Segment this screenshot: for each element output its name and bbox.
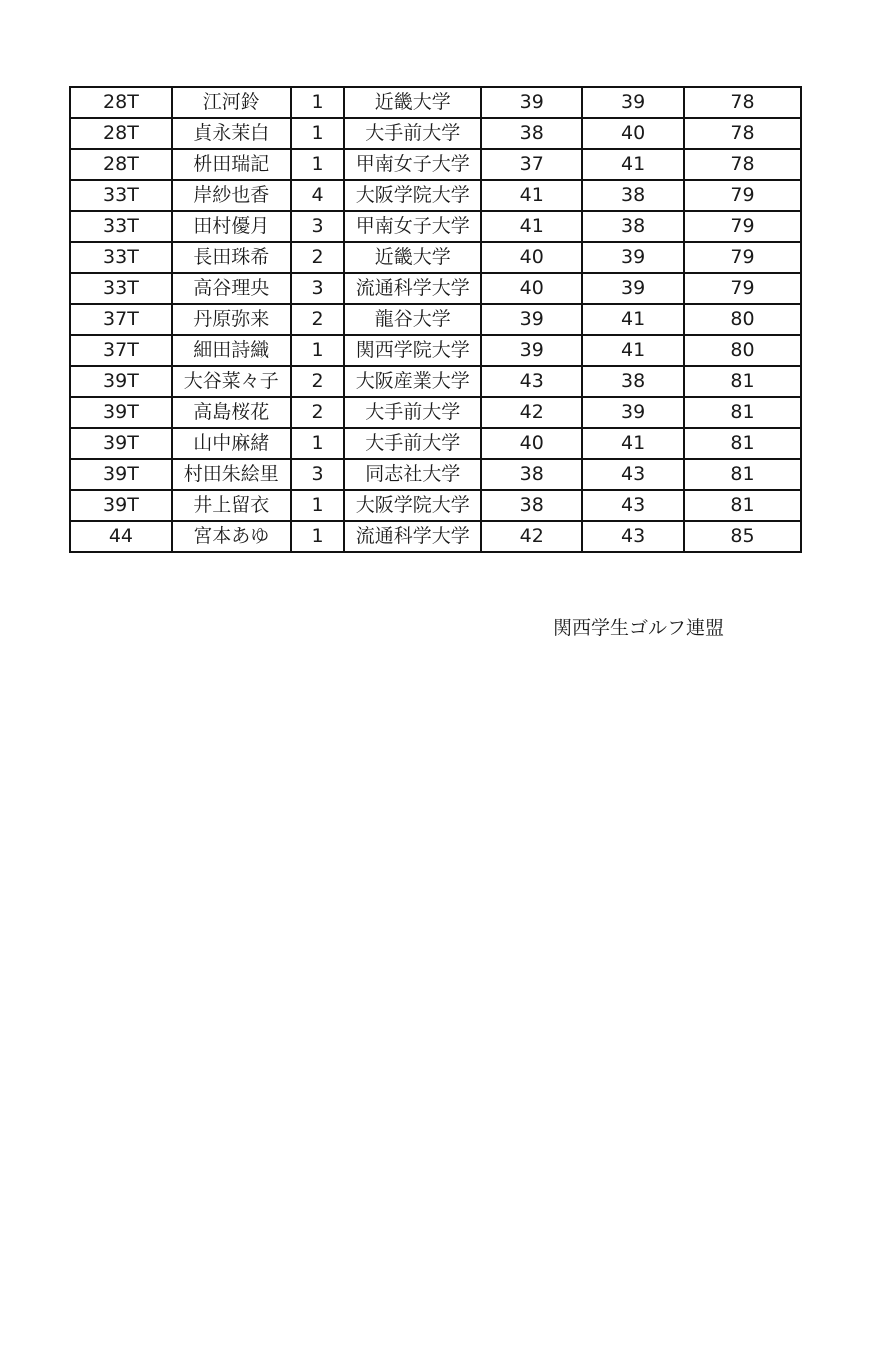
rank-cell: 33T	[70, 180, 172, 211]
total-score-cell: 79	[684, 242, 801, 273]
in-score-cell: 41	[582, 149, 684, 180]
out-score-cell: 38	[481, 459, 582, 490]
grade-cell: 1	[291, 335, 344, 366]
total-score-cell: 81	[684, 490, 801, 521]
grade-cell: 1	[291, 428, 344, 459]
player-name-cell: 細田詩織	[172, 335, 291, 366]
total-score-cell: 79	[684, 273, 801, 304]
total-score-cell: 85	[684, 521, 801, 552]
total-score-cell: 81	[684, 366, 801, 397]
grade-cell: 3	[291, 211, 344, 242]
school-cell: 同志社大学	[344, 459, 481, 490]
grade-cell: 2	[291, 242, 344, 273]
table-row	[70, 273, 801, 304]
out-score-cell: 39	[481, 335, 582, 366]
school-cell: 大阪産業大学	[344, 366, 481, 397]
table-row	[70, 304, 801, 335]
in-score-cell: 39	[582, 273, 684, 304]
total-score-cell: 78	[684, 87, 801, 118]
school-cell: 流通科学大学	[344, 521, 481, 552]
rank-cell: 33T	[70, 211, 172, 242]
table-row	[70, 118, 801, 149]
total-score-cell: 81	[684, 428, 801, 459]
grade-cell: 1	[291, 521, 344, 552]
school-cell: 甲南女子大学	[344, 149, 481, 180]
table-row	[70, 211, 801, 242]
total-score-cell: 80	[684, 335, 801, 366]
in-score-cell: 41	[582, 428, 684, 459]
table-row	[70, 180, 801, 211]
in-score-cell: 41	[582, 335, 684, 366]
rank-cell: 28T	[70, 149, 172, 180]
out-score-cell: 39	[481, 87, 582, 118]
rank-cell: 28T	[70, 87, 172, 118]
in-score-cell: 41	[582, 304, 684, 335]
table-row	[70, 459, 801, 490]
results-table	[69, 86, 802, 553]
in-score-cell: 38	[582, 180, 684, 211]
out-score-cell: 41	[481, 180, 582, 211]
grade-cell: 1	[291, 118, 344, 149]
rank-cell: 37T	[70, 304, 172, 335]
school-cell: 流通科学大学	[344, 273, 481, 304]
out-score-cell: 40	[481, 242, 582, 273]
grade-cell: 2	[291, 304, 344, 335]
rank-cell: 39T	[70, 428, 172, 459]
in-score-cell: 38	[582, 366, 684, 397]
table-row	[70, 149, 801, 180]
out-score-cell: 40	[481, 428, 582, 459]
table-row	[70, 490, 801, 521]
grade-cell: 1	[291, 87, 344, 118]
out-score-cell: 38	[481, 118, 582, 149]
in-score-cell: 38	[582, 211, 684, 242]
player-name-cell: 長田珠希	[172, 242, 291, 273]
player-name-cell: 岸紗也香	[172, 180, 291, 211]
player-name-cell: 丹原弥来	[172, 304, 291, 335]
in-score-cell: 39	[582, 242, 684, 273]
rank-cell: 39T	[70, 366, 172, 397]
player-name-cell: 村田朱絵里	[172, 459, 291, 490]
player-name-cell: 貞永茉白	[172, 118, 291, 149]
school-cell: 大阪学院大学	[344, 490, 481, 521]
out-score-cell: 40	[481, 273, 582, 304]
total-score-cell: 78	[684, 149, 801, 180]
in-score-cell: 39	[582, 87, 684, 118]
table-row	[70, 242, 801, 273]
total-score-cell: 79	[684, 211, 801, 242]
out-score-cell: 39	[481, 304, 582, 335]
table-row	[70, 521, 801, 552]
in-score-cell: 43	[582, 521, 684, 552]
school-cell: 大手前大学	[344, 428, 481, 459]
results-table-body	[70, 87, 801, 552]
table-row	[70, 428, 801, 459]
grade-cell: 3	[291, 459, 344, 490]
school-cell: 近畿大学	[344, 87, 481, 118]
grade-cell: 2	[291, 397, 344, 428]
out-score-cell: 42	[481, 397, 582, 428]
out-score-cell: 43	[481, 366, 582, 397]
grade-cell: 3	[291, 273, 344, 304]
out-score-cell: 37	[481, 149, 582, 180]
in-score-cell: 43	[582, 459, 684, 490]
in-score-cell: 40	[582, 118, 684, 149]
school-cell: 大手前大学	[344, 397, 481, 428]
rank-cell: 44	[70, 521, 172, 552]
grade-cell: 2	[291, 366, 344, 397]
rank-cell: 33T	[70, 273, 172, 304]
grade-cell: 1	[291, 149, 344, 180]
organization-name: 関西学生ゴルフ連盟	[553, 617, 725, 639]
school-cell: 甲南女子大学	[344, 211, 481, 242]
school-cell: 龍谷大学	[344, 304, 481, 335]
rank-cell: 39T	[70, 459, 172, 490]
player-name-cell: 高島桜花	[172, 397, 291, 428]
table-row	[70, 335, 801, 366]
player-name-cell: 山中麻緒	[172, 428, 291, 459]
in-score-cell: 39	[582, 397, 684, 428]
total-score-cell: 81	[684, 397, 801, 428]
in-score-cell: 43	[582, 490, 684, 521]
total-score-cell: 78	[684, 118, 801, 149]
grade-cell: 1	[291, 490, 344, 521]
rank-cell: 28T	[70, 118, 172, 149]
total-score-cell: 80	[684, 304, 801, 335]
player-name-cell: 井上留衣	[172, 490, 291, 521]
school-cell: 近畿大学	[344, 242, 481, 273]
rank-cell: 37T	[70, 335, 172, 366]
out-score-cell: 38	[481, 490, 582, 521]
player-name-cell: 枡田瑞記	[172, 149, 291, 180]
school-cell: 関西学院大学	[344, 335, 481, 366]
player-name-cell: 大谷菜々子	[172, 366, 291, 397]
table-row	[70, 397, 801, 428]
school-cell: 大阪学院大学	[344, 180, 481, 211]
player-name-cell: 田村優月	[172, 211, 291, 242]
rank-cell: 39T	[70, 397, 172, 428]
rank-cell: 33T	[70, 242, 172, 273]
player-name-cell: 宮本あゆ	[172, 521, 291, 552]
table-row	[70, 366, 801, 397]
school-cell: 大手前大学	[344, 118, 481, 149]
player-name-cell: 高谷理央	[172, 273, 291, 304]
total-score-cell: 79	[684, 180, 801, 211]
player-name-cell: 江河鈴	[172, 87, 291, 118]
out-score-cell: 42	[481, 521, 582, 552]
total-score-cell: 81	[684, 459, 801, 490]
table-row	[70, 87, 801, 118]
grade-cell: 4	[291, 180, 344, 211]
rank-cell: 39T	[70, 490, 172, 521]
out-score-cell: 41	[481, 211, 582, 242]
